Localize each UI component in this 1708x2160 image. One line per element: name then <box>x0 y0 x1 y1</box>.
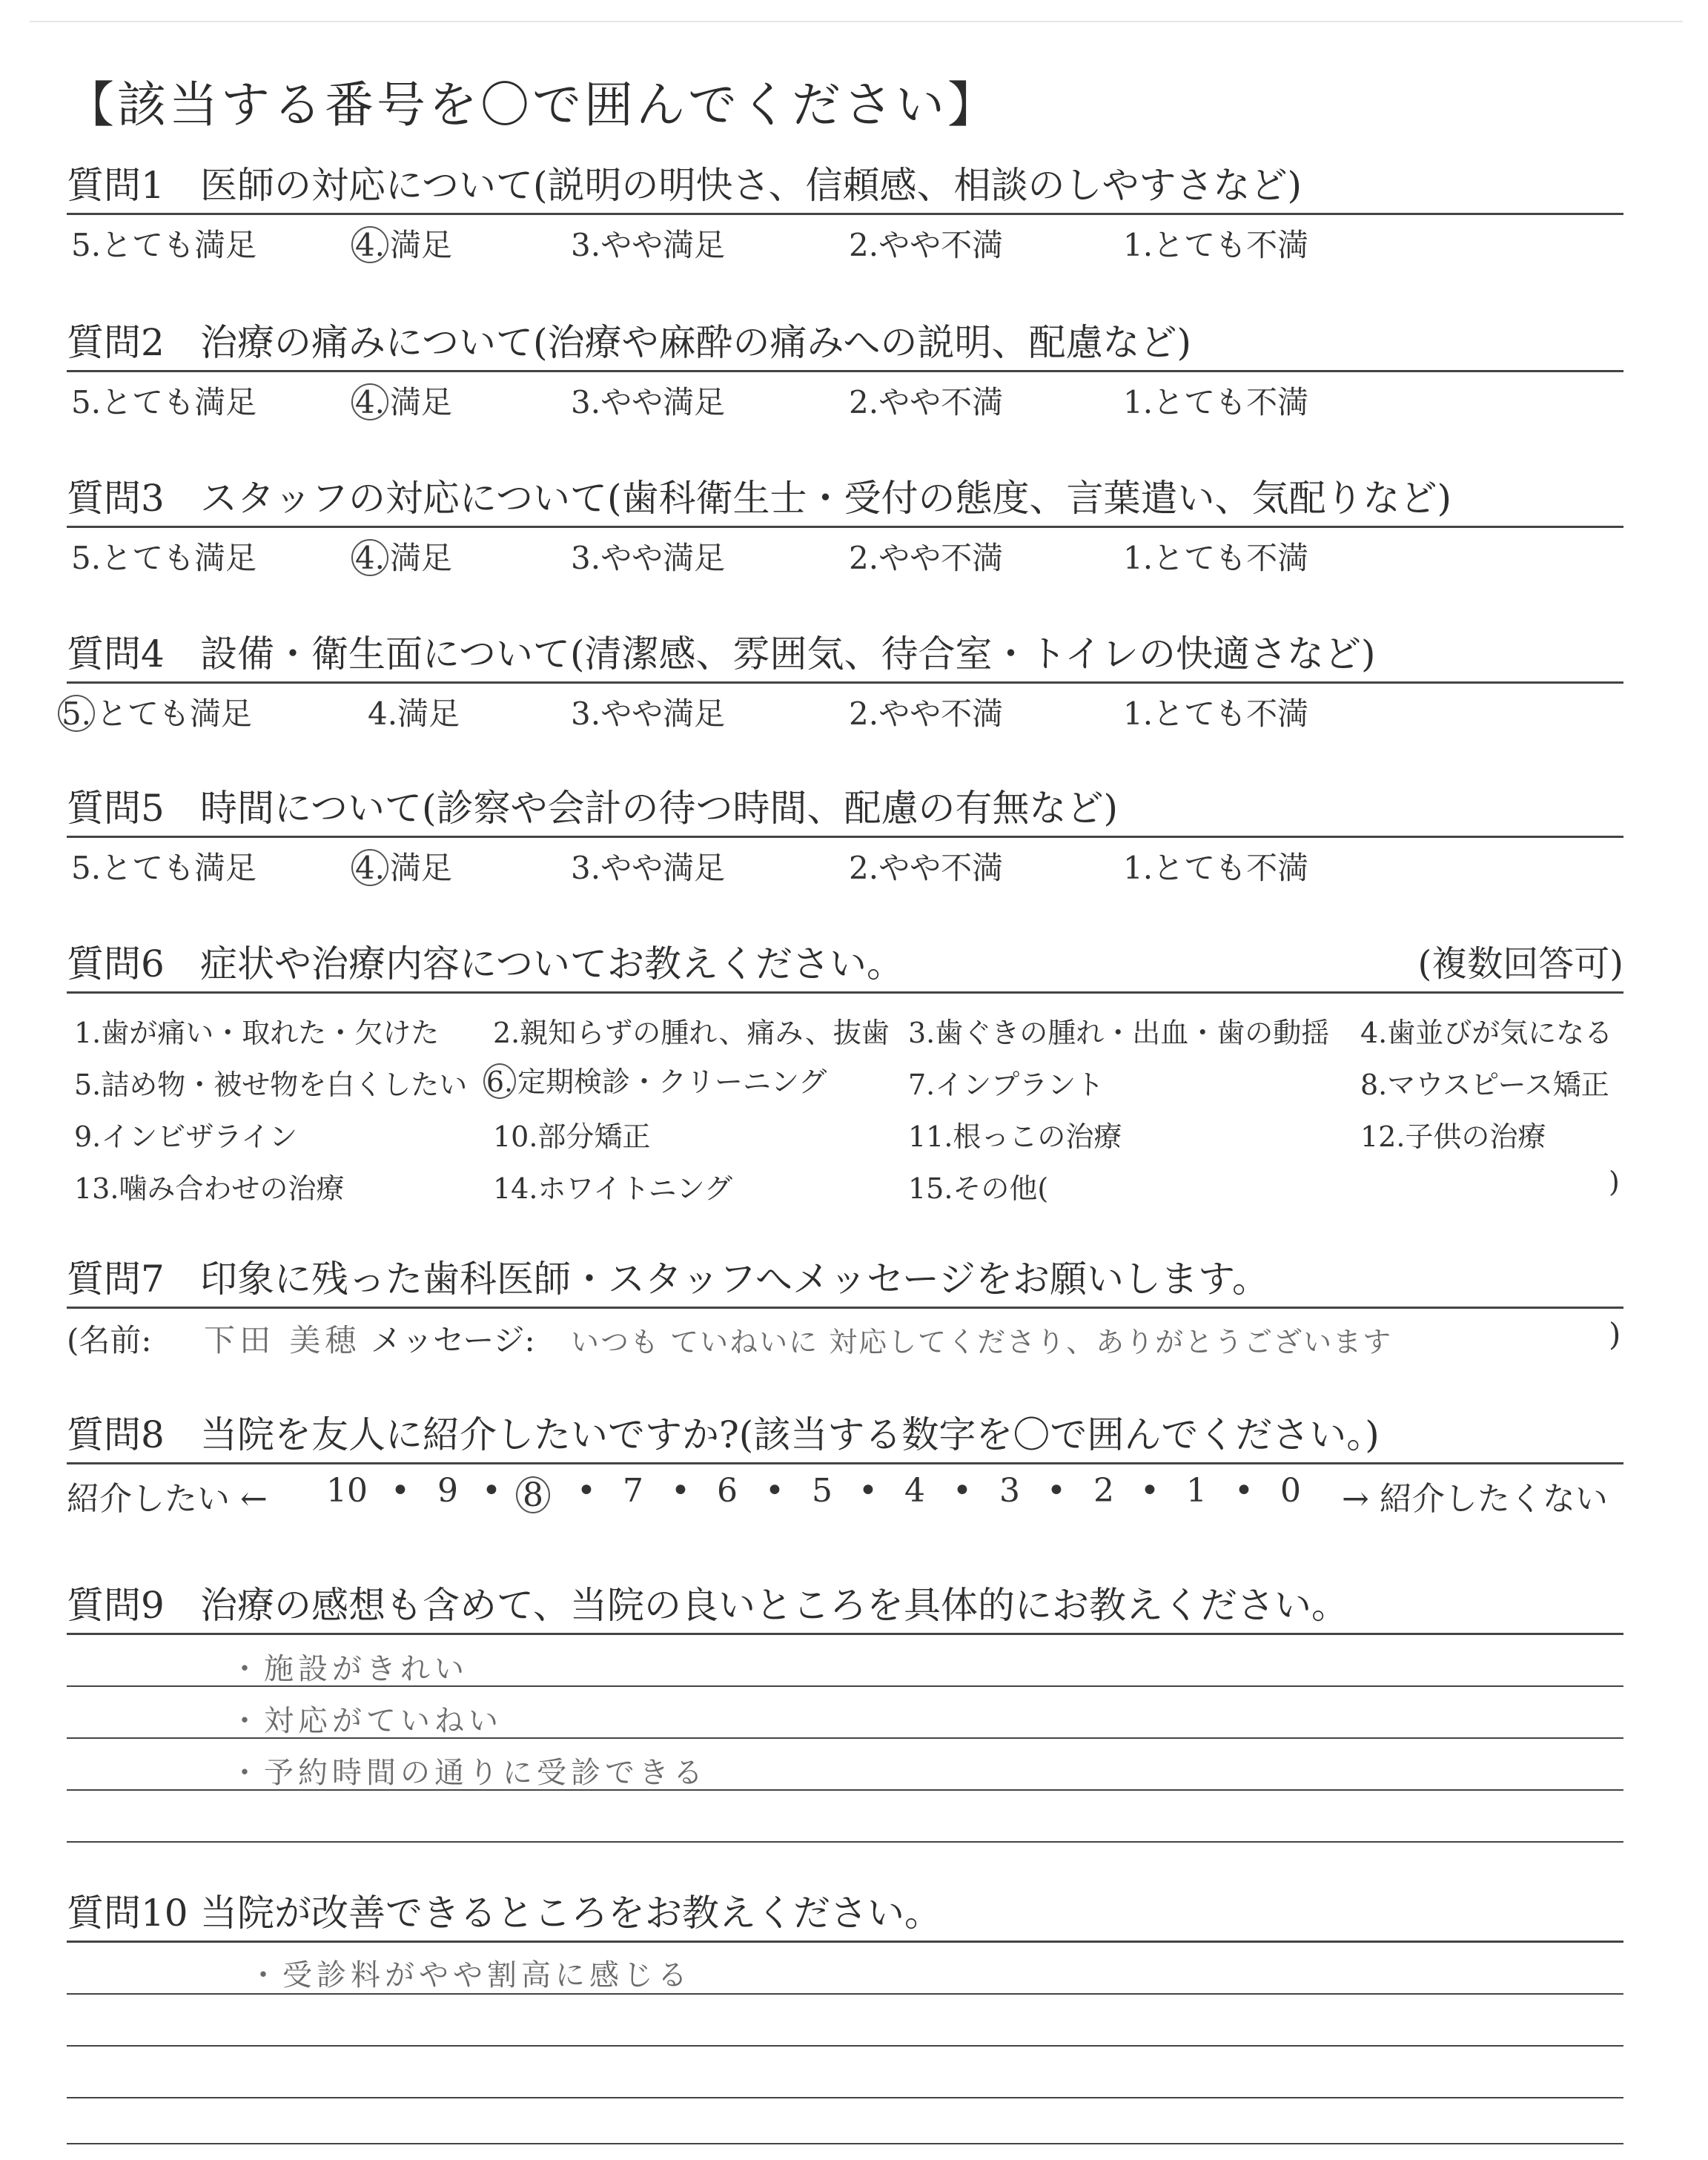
answer-line[interactable] <box>67 1791 1623 1841</box>
option-2[interactable]: 2.やや不満 <box>849 696 1004 732</box>
scale-value-1[interactable]: 1 <box>1186 1472 1207 1510</box>
option-3[interactable]: 3.やや満足 <box>571 696 726 732</box>
question-1 <box>67 159 1623 262</box>
question-text: 症状や治療内容についてお教えください。 <box>200 942 904 985</box>
question-number: 質問3 <box>67 477 165 520</box>
symptom-option-2[interactable]: 2.親知らずの腫れ、痛み、抜歯 <box>493 1017 890 1049</box>
message-row <box>67 1309 1623 1361</box>
option-5[interactable]: 5.とても満足 <box>71 384 257 420</box>
question-text: 印象に残った歯科医師・スタッフへメッセージをお願いします。 <box>200 1258 1269 1301</box>
recommend-scale <box>67 1464 1623 1516</box>
scale-value-6[interactable]: 6 <box>717 1472 738 1510</box>
symptom-option-6-selected[interactable]: 6. 定期検診・クリーニング <box>488 1059 827 1100</box>
scale-left-label: 紹介したい ← <box>67 1480 268 1518</box>
option-5-selected[interactable]: 5. とても満足 <box>62 690 252 734</box>
option-1[interactable]: 1.とても不満 <box>1123 540 1309 576</box>
option-3[interactable]: 3.やや満足 <box>571 384 726 420</box>
improvement-answer[interactable]: ・受診料がやや割高に感じる <box>248 1958 692 1992</box>
question-number: 質問7 <box>67 1258 165 1301</box>
question-5 <box>67 782 1623 885</box>
scale-value-0[interactable]: 0 <box>1280 1472 1301 1510</box>
option-3[interactable]: 3.やや満足 <box>571 540 726 576</box>
scale-value-4[interactable]: 4 <box>904 1472 925 1510</box>
scale-value-7[interactable]: 7 <box>623 1472 643 1510</box>
selection-circle: 8 <box>516 1476 550 1513</box>
question-6 <box>67 938 1623 1209</box>
question-text: 設備・衛生面について(清潔感、雰囲気、待合室・トイレの快適さなど) <box>200 633 1376 676</box>
question-number: 質問2 <box>67 321 165 364</box>
name-field[interactable]: 下田 美穂 <box>204 1322 361 1358</box>
scale-dot: • <box>858 1472 878 1510</box>
question-number: 質問1 <box>67 164 165 207</box>
question-text: スタッフの対応について(歯科衛生士・受付の態度、言葉遣い、気配りなど) <box>200 477 1452 520</box>
options-row <box>67 838 1623 885</box>
symptom-option-4[interactable]: 4.歯並びが気になる <box>1360 1017 1613 1049</box>
options-row <box>61 684 1623 732</box>
page-title: 【該当する番号を〇で囲んでください】 <box>65 76 999 133</box>
question-text: 当院が改善できるところをお教えください。 <box>200 1892 941 1935</box>
selection-circle: 4. <box>351 383 388 420</box>
symptom-option-14[interactable]: 14.ホワイトニング <box>493 1172 733 1205</box>
option-4-selected[interactable]: 4. 満足 <box>356 221 452 265</box>
option-5[interactable]: 5.とても満足 <box>71 227 257 263</box>
multiple-answer-note: (複数回答可) <box>1417 943 1623 985</box>
question-text: 医師の対応について(説明の明快さ、信頼感、相談のしやすさなど) <box>200 164 1302 207</box>
question-9 <box>67 1579 1623 1843</box>
good-point-answer[interactable]: ・施設がきれい <box>230 1652 469 1686</box>
option-3[interactable]: 3.やや満足 <box>571 850 726 886</box>
option-2[interactable]: 2.やや不満 <box>849 540 1004 576</box>
option-1[interactable]: 1.とても不満 <box>1123 227 1309 263</box>
symptom-option-15[interactable]: 15.その他( <box>908 1172 1049 1205</box>
symptom-option-7[interactable]: 7.インプラント <box>908 1069 1105 1101</box>
question-number: 質問4 <box>67 633 165 676</box>
option-2[interactable]: 2.やや不満 <box>849 227 1004 263</box>
symptom-option-3[interactable]: 3.歯ぐきの腫れ・出血・歯の動揺 <box>908 1017 1330 1049</box>
option-1[interactable]: 1.とても不満 <box>1123 384 1309 420</box>
scale-value-9[interactable]: 9 <box>437 1472 458 1510</box>
symptom-option-11[interactable]: 11.根っこの治療 <box>908 1120 1122 1153</box>
scale-dot: • <box>953 1472 972 1510</box>
scale-dot: • <box>1140 1472 1159 1510</box>
selection-circle: 4. <box>351 226 388 263</box>
selection-circle: 6. <box>483 1063 516 1099</box>
answer-line[interactable] <box>67 2098 1623 2143</box>
answer-line <box>67 1943 1623 1993</box>
question-text: 当院を友人に紹介したいですか?(該当する数字を〇で囲んでください。) <box>200 1413 1380 1456</box>
message-label: メッセージ: <box>371 1322 535 1358</box>
question-number: 質問6 <box>67 942 165 985</box>
options-row <box>67 215 1623 262</box>
option-2[interactable]: 2.やや不満 <box>849 384 1004 420</box>
option-5[interactable]: 5.とても満足 <box>71 540 257 576</box>
ruled-line <box>67 1841 1623 1843</box>
ruled-line <box>67 2143 1623 2144</box>
other-close-paren: ) <box>1609 1166 1620 1198</box>
top-divider <box>30 21 1683 22</box>
selection-circle: 5. <box>58 695 95 732</box>
question-number: 質問8 <box>67 1413 165 1456</box>
symptom-option-8[interactable]: 8.マウスピース矯正 <box>1360 1069 1609 1101</box>
question-3 <box>67 472 1623 575</box>
answer-line[interactable] <box>67 2047 1623 2097</box>
option-2[interactable]: 2.やや不満 <box>849 850 1004 886</box>
question-text: 時間について(診察や会計の待つ時間、配慮の有無など) <box>200 787 1119 830</box>
question-10 <box>67 1887 1623 2144</box>
scale-dot: • <box>765 1472 784 1510</box>
scale-dot: • <box>391 1472 410 1510</box>
answer-line <box>67 1739 1623 1789</box>
symptom-option-1[interactable]: 1.歯が痛い・取れた・欠けた <box>74 1017 440 1049</box>
message-close-paren: ) <box>1609 1316 1621 1353</box>
options-row <box>67 372 1623 420</box>
question-text: 治療の痛みについて(治療や麻酔の痛みへの説明、配慮など) <box>200 321 1192 364</box>
scale-value-3[interactable]: 3 <box>999 1472 1020 1510</box>
option-4-selected[interactable]: 4. 満足 <box>356 378 452 423</box>
question-number: 質問9 <box>67 1584 165 1627</box>
symptom-option-9[interactable]: 9.インビザライン <box>74 1120 298 1153</box>
symptom-option-5[interactable]: 5.詰め物・被せ物を白くしたい <box>74 1069 468 1101</box>
option-3[interactable]: 3.やや満足 <box>571 227 726 263</box>
options-row <box>67 528 1623 575</box>
question-2 <box>67 317 1623 420</box>
question-8 <box>67 1409 1623 1516</box>
option-5[interactable]: 5.とても満足 <box>71 850 257 886</box>
question-number: 質問5 <box>67 787 165 830</box>
scale-dot: • <box>1234 1472 1254 1510</box>
message-field[interactable]: いつも ていねいに 対応してくださり、ありがとうございます <box>571 1326 1393 1358</box>
question-7 <box>67 1253 1623 1361</box>
option-4-selected[interactable]: 4. 満足 <box>356 844 452 888</box>
selection-circle: 4. <box>351 849 388 886</box>
scale-dot: • <box>671 1472 690 1510</box>
question-text: 治療の感想も含めて、当院の良いところを具体的にお教えください。 <box>200 1584 1348 1627</box>
scale-dot: • <box>482 1472 501 1510</box>
question-number: 質問10 <box>67 1892 188 1935</box>
answer-line[interactable] <box>67 1995 1623 2045</box>
option-4[interactable]: 4.満足 <box>368 696 460 732</box>
good-point-answer[interactable]: ・対応がていねい <box>230 1704 503 1738</box>
question-4 <box>61 628 1623 732</box>
name-label: (名前: <box>67 1322 152 1358</box>
scale-dot: • <box>577 1472 596 1510</box>
option-4-selected[interactable]: 4. 満足 <box>356 534 452 578</box>
symptom-option-13[interactable]: 13.噛み合わせの治療 <box>74 1172 345 1205</box>
good-point-answer[interactable]: ・予約時間の通りに受診できる <box>230 1756 707 1790</box>
scale-value-10[interactable]: 10 <box>326 1472 368 1510</box>
option-1[interactable]: 1.とても不満 <box>1123 696 1309 732</box>
selection-circle: 4. <box>351 539 388 576</box>
scale-value-5[interactable]: 5 <box>812 1472 833 1510</box>
symptom-option-10[interactable]: 10.部分矯正 <box>493 1120 651 1153</box>
answer-line <box>67 1635 1623 1685</box>
symptom-options-grid <box>67 994 1623 1209</box>
option-1[interactable]: 1.とても不満 <box>1123 850 1309 886</box>
answer-line <box>67 1687 1623 1737</box>
symptom-option-12[interactable]: 12.子供の治療 <box>1360 1120 1546 1153</box>
scale-right-label: → 紹介したくない <box>1342 1480 1608 1518</box>
scale-value-2[interactable]: 2 <box>1093 1472 1114 1510</box>
scale-dot: • <box>1047 1472 1066 1510</box>
